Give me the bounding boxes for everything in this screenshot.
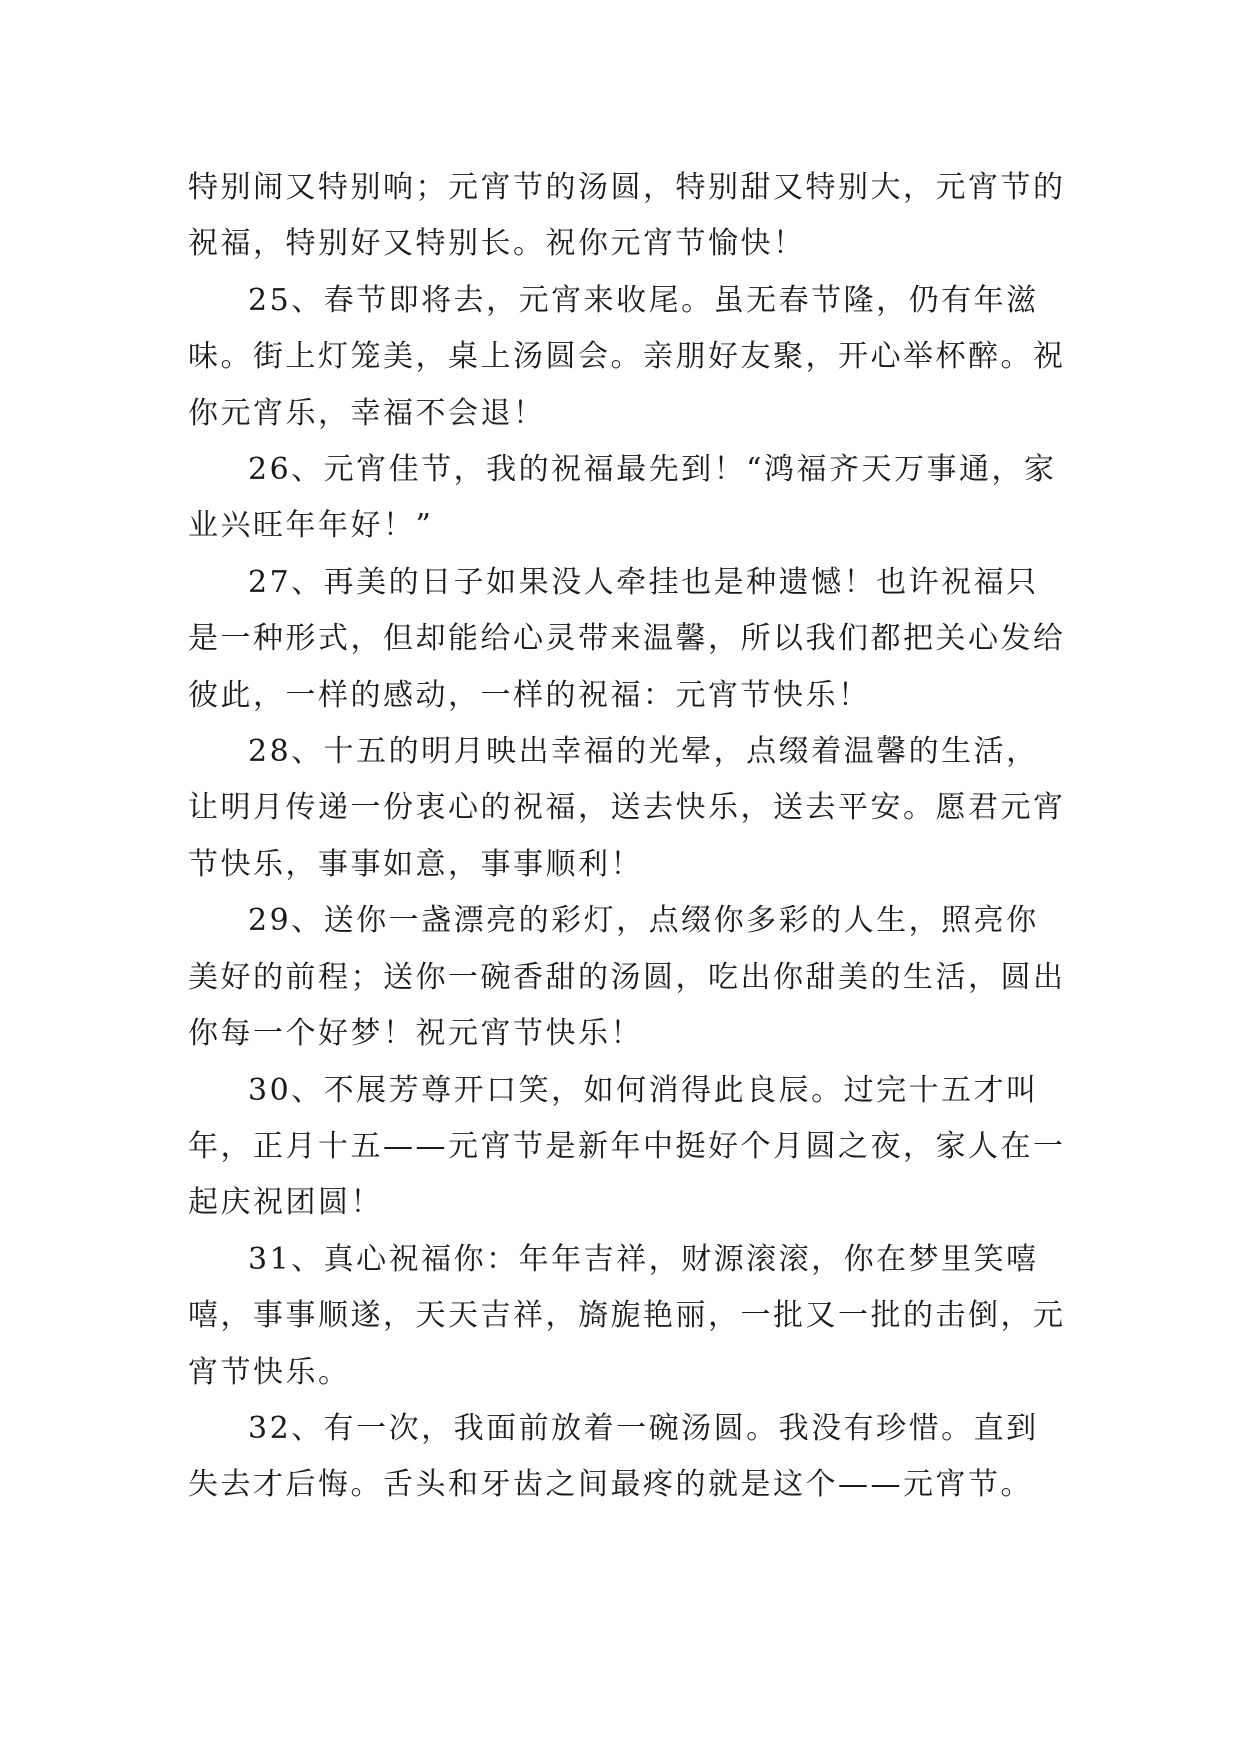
paragraph-28: 28、十五的明月映出幸福的光晕，点缀着温馨的生活，让明月传递一份衷心的祝福，送去快乐，送去平安。愿君元宵节快乐，事事如意，事事顺利！ (188, 734, 1066, 882)
document-body (188, 160, 1068, 1514)
paragraph-30: 30、不展芳尊开口笑，如何消得此良辰。过完十五才叫年，正月十五——元宵节是新年中挺好个月圆之夜，家人在一起庆祝团圆！ (188, 1072, 1066, 1221)
paragraph-26: 26、元宵佳节，我的祝福最先到！“鸿福齐天万事通，家业兴旺年年好！” (188, 452, 1057, 544)
paragraph-29: 29、送你一盏漂亮的彩灯，点缀你多彩的人生，照亮你美好的前程；送你一碗香甜的汤圆，吃出你甜美的生活，圆出你每一个好梦！祝元宵节快乐！ (188, 903, 1066, 1052)
paragraph-continuation: 特别闹又特别响；元宵节的汤圆，特别甜又特别大，元宵节的祝福，特别好又特别长。祝你元宵节愉快！ (188, 170, 1066, 262)
paragraph-27: 27、再美的日子如果没人牵挂也是种遗憾！也许祝福只是一种形式，但却能给心灵带来温馨，所以我们都把关心发给彼此，一样的感动，一样的祝福：元宵节快乐！ (188, 564, 1066, 713)
paragraph-31: 31、真心祝福你：年年吉祥，财源滚滚，你在梦里笑嘻嘻，事事顺遂，天天吉祥，旖旎艳丽，一批又一批的击倒，元宵节快乐。 (188, 1241, 1066, 1390)
paragraph-25: 25、春节即将去，元宵来收尾。虽无春节隆，仍有年滋味。街上灯笼美，桌上汤圆会。亲朋好友聚，开心举杯醉。祝你元宵乐，幸福不会退！ (188, 282, 1066, 431)
paragraph-32: 32、有一次，我面前放着一碗汤圆。我没有珍惜。直到失去才后悔。舌头和牙齿之间最疼的就是这个——元宵节。 (188, 1410, 1039, 1503)
